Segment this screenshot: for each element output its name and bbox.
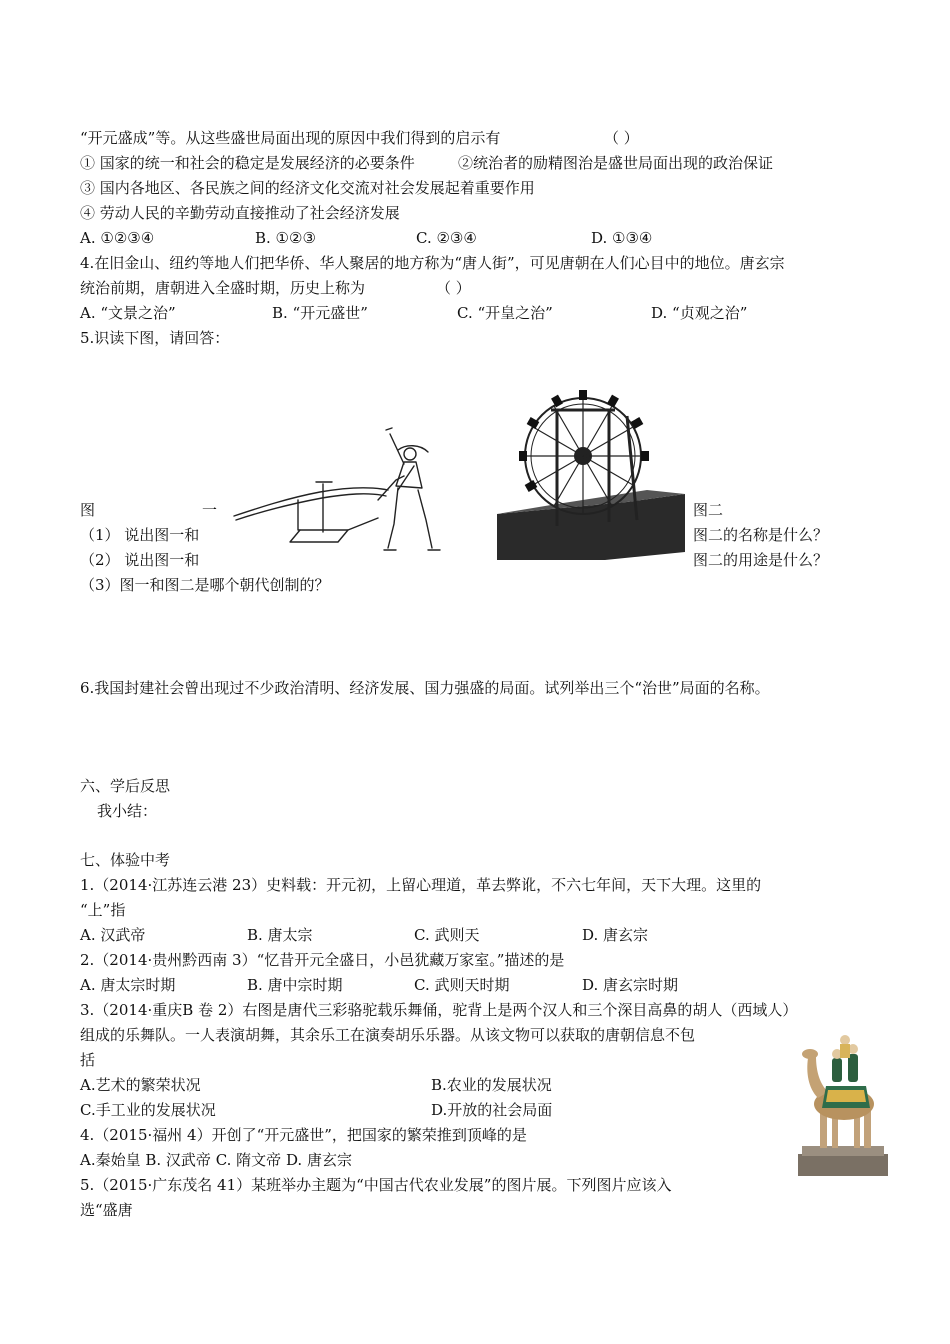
exam3-line2: 组成的乐舞队。一人表演胡舞，其余乐工在演奏胡乐乐器。从该文物可以获取的唐朝信息不包: [80, 1026, 696, 1044]
q3-option-b: B. ①②③: [255, 229, 316, 247]
q3-option-a: A. ①②③④: [80, 229, 155, 247]
q5-sub1-left: （1） 说出图一和: [80, 526, 200, 544]
q3-statement-3: ③ 国内各地区、各民族之间的经济文化交流对社会发展起着重要作用: [80, 179, 535, 197]
exam2-line1: 2.（2014·贵州黔西南 3）“忆昔开元全盛日，小邑犹藏万家室。”描述的是: [80, 951, 565, 969]
exam3-line1: 3.（2014·重庆B 卷 2）右图是唐代三彩骆驼载乐舞俑，驼背上是两个汉人和三个深目高鼻的胡人（西域人）: [80, 1001, 798, 1019]
exam4-line1: 4.（2015·福州 4）开创了“开元盛世”，把国家的繁荣推到顶峰的是: [80, 1126, 527, 1144]
exam2-option-b: B. 唐中宗时期: [247, 976, 343, 994]
exam3-line3: 括: [80, 1051, 96, 1069]
exam2-option-c: C. 武则天时期: [414, 976, 510, 994]
section6-title: 六、学后反思: [80, 777, 171, 795]
camel-figurine-image: [798, 1028, 888, 1176]
q3-answer-paren: （ ）: [604, 129, 639, 147]
exam1-line2: “上”指: [80, 901, 126, 919]
exam1-option-a: A. 汉武帝: [80, 926, 146, 944]
q4-option-b: B. “开元盛世”: [272, 304, 368, 322]
section7-title: 七、体验中考: [80, 851, 171, 869]
exam2-option-d: D. 唐玄宗时期: [582, 976, 679, 994]
q3-option-c: C. ②③④: [416, 229, 477, 247]
exam1-option-d: D. 唐玄宗: [582, 926, 649, 944]
q3-statement-4: ④ 劳动人民的辛勤劳动直接推动了社会经济发展: [80, 204, 400, 222]
q3-option-d: D. ①③④: [591, 229, 653, 247]
exam3-option-b: B.农业的发展状况: [431, 1076, 552, 1094]
q3-line1: “开元盛成”等。从这些盛世局面出现的原因中我们得到的启示有: [80, 129, 501, 147]
water-wheel-figure: [497, 376, 685, 560]
q6-text: 6.我国封建社会曾出现过不少政治清明、经济发展、国力强盛的局面。试列举出三个“治世”局面的名称。: [80, 679, 770, 697]
exam1-option-c: C. 武则天: [414, 926, 480, 944]
q4-line1: 4.在旧金山、纽约等地人们把华侨、华人聚居的地方称为“唐人街”，可见唐朝在人们心目中的地位。唐玄宗: [80, 254, 785, 272]
figure-one-label-a: 图: [80, 501, 96, 519]
q5-sub1-right: 图二的名称是什么？: [693, 526, 829, 544]
q4-line2: 统治前期，唐朝进入全盛时期，历史上称为: [80, 279, 366, 297]
q3-statement-2: ②统治者的励精图治是盛世局面出现的政治保证: [458, 154, 774, 172]
q4-option-c: C. “开皇之治”: [457, 304, 553, 322]
exam2-option-a: A. 唐太宗时期: [80, 976, 176, 994]
exam1-option-b: B. 唐太宗: [247, 926, 313, 944]
exam1-line1: 1.（2014·江苏连云港 23）史料载：开元初，上留心理道，革去弊讹，不六七年间，天下大理。这里的: [80, 876, 762, 894]
section6-summary: 我小结：: [97, 802, 158, 820]
exam3-option-a: A.艺术的繁荣状况: [80, 1076, 201, 1094]
figure-two-label: 图二: [693, 501, 724, 519]
exam3-option-d: D.开放的社会局面: [431, 1101, 553, 1119]
q4-answer-paren: （ ）: [436, 279, 471, 297]
q4-option-a: A. “文景之治”: [80, 304, 176, 322]
exam5-line2: 选“盛唐: [80, 1201, 133, 1219]
q5-sub2-left: （2） 说出图一和: [80, 551, 200, 569]
exam3-option-c: C.手工业的发展状况: [80, 1101, 216, 1119]
q5-title: 5.识读下图，请回答：: [80, 329, 230, 347]
q5-sub2-right: 图二的用途是什么？: [693, 551, 829, 569]
figure-one-label-b: 一: [202, 501, 218, 519]
q3-statement-1: ① 国家的统一和社会的稳定是发展经济的必要条件: [80, 154, 415, 172]
exam5-line1: 5.（2015·广东茂名 41）某班举办主题为“中国古代农业发展”的图片展。下列图片应该入: [80, 1176, 672, 1194]
q4-option-d: D. “贞观之治”: [651, 304, 748, 322]
exam4-options: A.秦始皇 B. 汉武帝 C. 隋文帝 D. 唐玄宗: [80, 1151, 352, 1169]
plough-figure: [228, 420, 450, 560]
q5-sub3: （3）图一和图二是哪个朝代创制的？: [80, 576, 330, 594]
